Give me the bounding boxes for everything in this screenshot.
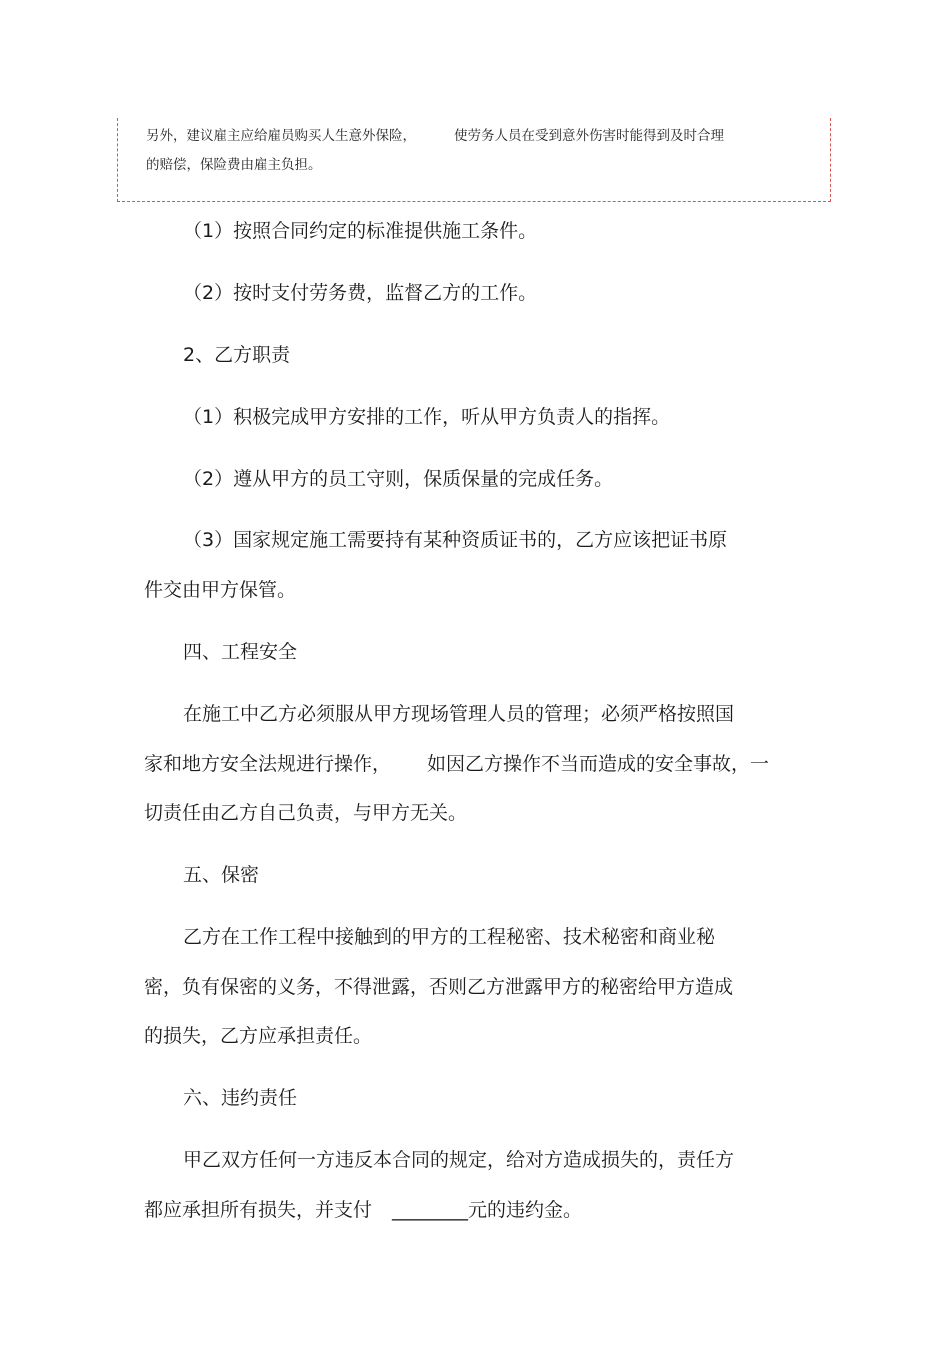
paragraph-breach-line-1: 甲乙双方任何一方违反本合同的规定，给对方造成损失的，责任方 xyxy=(183,1149,735,1171)
paragraph-breach-line-2a: 都应承担所有损失，并支付 xyxy=(144,1199,373,1221)
paragraph-jia-duty-2: （2）按时支付劳务费，监督乙方的工作。 xyxy=(183,282,538,304)
paragraph-breach-line-2 xyxy=(144,1197,582,1223)
paragraph-yi-duty-3-line-1: （3）国家规定施工需要持有某种资质证书的，乙方应该把证书原 xyxy=(183,529,728,551)
paragraph-breach-line-2b: 元的违约金。 xyxy=(468,1199,583,1221)
paragraph-safety-line-2b: 如因乙方操作不当而造成的安全事故，一 xyxy=(427,753,770,775)
note-box xyxy=(117,118,831,202)
heading-safety: 四、工程安全 xyxy=(183,641,298,663)
paragraph-jia-duty-1: （1）按照合同约定的标准提供施工条件。 xyxy=(183,220,538,242)
note-line-2: 的赔偿，保险费由雇主负担。 xyxy=(146,157,322,173)
paragraph-safety-line-2 xyxy=(144,751,769,777)
paragraph-safety-line-3: 切责任由乙方自己负责，与甲方无关。 xyxy=(144,802,468,824)
note-text-1a: 另外，建议雇主应给雇员购买人生意外保险， xyxy=(146,128,416,144)
paragraph-confidentiality-line-1: 乙方在工作工程中接触到的甲方的工程秘密、技术秘密和商业秘 xyxy=(183,926,716,948)
note-line-1 xyxy=(146,127,724,145)
heading-confidentiality: 五、保密 xyxy=(183,864,260,886)
note-text-1b: 使劳务人员在受到意外伤害时能得到及时合理 xyxy=(454,128,724,144)
paragraph-safety-line-2a: 家和地方安全法规进行操作， xyxy=(144,753,392,775)
heading-yi-duties: 2、乙方职责 xyxy=(183,344,291,366)
paragraph-yi-duty-1: （1）积极完成甲方安排的工作，听从甲方负责人的指挥。 xyxy=(183,406,671,428)
paragraph-confidentiality-line-3: 的损失，乙方应承担责任。 xyxy=(144,1025,373,1047)
paragraph-confidentiality-line-2: 密，负有保密的义务，不得泄露，否则乙方泄露甲方的秘密给甲方造成 xyxy=(144,976,734,998)
paragraph-safety-line-1: 在施工中乙方必须服从甲方现场管理人员的管理；必须严格按照国 xyxy=(183,703,735,725)
heading-breach-liability: 六、违约责任 xyxy=(183,1087,298,1109)
paragraph-yi-duty-3-line-2: 件交由甲方保管。 xyxy=(144,579,297,601)
penalty-amount-blank: ________ xyxy=(392,1199,469,1221)
paragraph-yi-duty-2: （2）遵从甲方的员工守则，保质保量的完成任务。 xyxy=(183,468,614,490)
